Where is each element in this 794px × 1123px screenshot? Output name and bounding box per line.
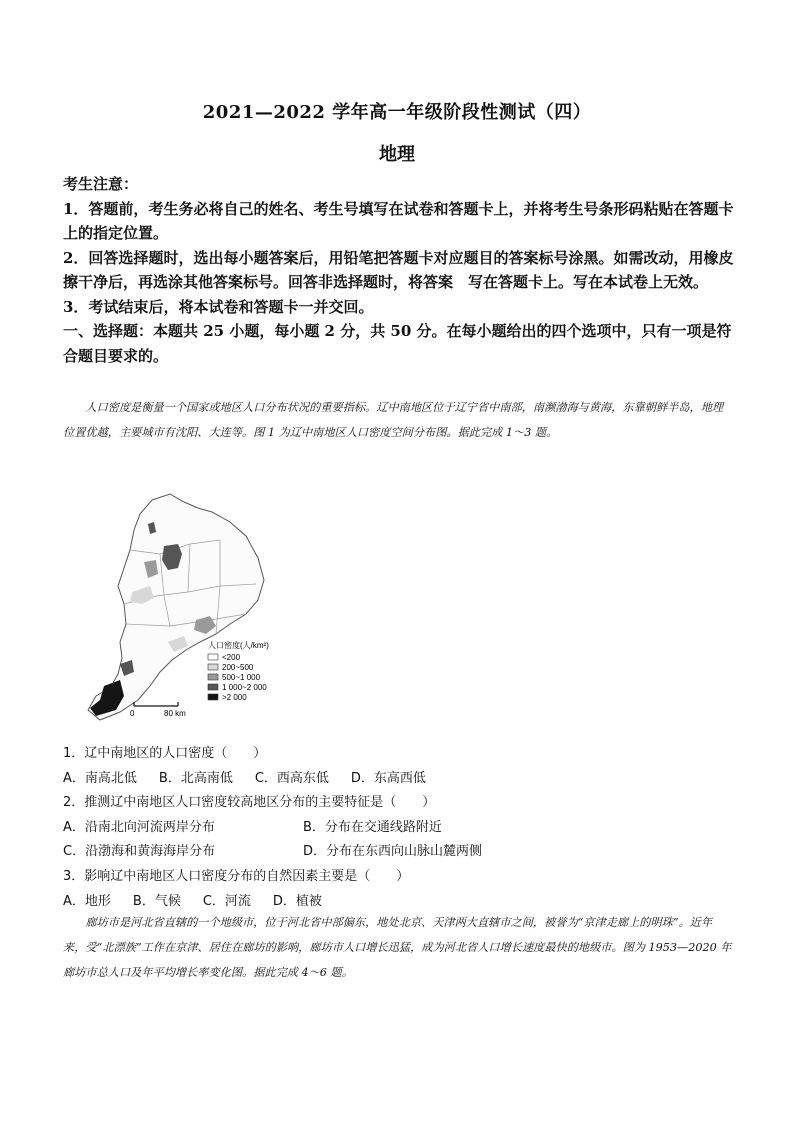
- notice-item: 3．考试结束后，将本试卷和答题卡一并交回。: [63, 297, 374, 316]
- option-a: A．沿南北向河流两岸分布: [63, 819, 215, 835]
- legend-label: 500~1 000: [222, 673, 261, 682]
- question-options: [63, 767, 738, 792]
- option-a: A．南高北低: [63, 770, 137, 786]
- map-legend: [208, 640, 269, 702]
- option-d: D．分布在东西向山脉山麓两侧: [303, 844, 483, 860]
- option-c: C．西高东低: [254, 770, 329, 786]
- subject-title: 地理: [379, 144, 415, 165]
- question-stem: 2．推测辽中南地区人口密度较高地区分布的主要特征是（ ）: [63, 795, 436, 811]
- notice-block: [63, 172, 738, 368]
- option-a: A．地形: [63, 893, 111, 909]
- option-d: D．植被: [272, 893, 322, 909]
- legend-swatch: [208, 674, 218, 680]
- exam-title: 2021—2022 学年高一年级阶段性测试（四）: [202, 102, 592, 123]
- legend-swatch: [208, 654, 218, 660]
- option-d: D．东高西低: [350, 770, 426, 786]
- question-options: [63, 816, 738, 841]
- passage-1: 人口密度是衡量一个国家或地区人口分布状况的重要指标。辽中南地区位于辽宁省中南部，南濒渤海与黄海，东靠朝鲜半岛，地理位置优越，主要城市有沈阳、大连等。图 1 为辽中南地区人口密度空间分布图。据此完成 1～3 题。: [63, 401, 724, 439]
- legend-title: 人口密度(人/km²): [208, 641, 269, 650]
- legend-swatch: [208, 694, 218, 700]
- option-b: B．气候: [132, 893, 181, 909]
- option-b: B．北高南低: [158, 770, 233, 786]
- option-c: C．沿渤海和黄海海岸分布: [63, 844, 216, 860]
- passage-2: 廊坊市是河北省直辖的一个地级市，位于河北省中部偏东，地处北京、天津两大直辖市之间，被誉为“京津走廊上的明珠”。近年来，受“北漂族”工作在京津、居住在廊坊的影响，廊坊市人口增长迅猛，成为河北省人口增长速度最快的地级市。图为 1953—2020 年廊坊市总人口及年平均增长率变化图。据此完成 4～6 题。: [63, 916, 732, 979]
- notice-heading: 考生注意：: [63, 175, 139, 193]
- notice-item: 2．回答选择题时，选出每小题答案后，用铅笔把答题卡对应题目的答案标号涂黑。如需改动，用橡皮擦干净后，再选涂其他答案标号。回答非选择题时，将答案 写在答题卡上。写在本试卷上无效。: [63, 248, 734, 291]
- option-b: B．分布在交通线路附近: [303, 819, 442, 835]
- question-stem: 1．辽中南地区的人口密度（ ）: [63, 746, 267, 761]
- notice-item: 1．答题前，考生务必将自己的姓名、考生号填写在试卷和答题卡上，并将考生号条形码粘贴在答题卡上的指定位置。: [63, 199, 734, 242]
- option-c: C．河流: [202, 893, 251, 909]
- legend-swatch: [208, 664, 218, 670]
- population-density-map: [60, 474, 330, 730]
- legend-label: <200: [222, 653, 241, 662]
- section-heading: 一、选择题：本题共 25 小题，每小题 2 分，共 50 分。在每小题给出的四个选项中，只有一项是符合题目要求的。: [63, 322, 732, 365]
- question-stem: 3．影响辽中南地区人口密度分布的自然因素主要是（ ）: [63, 868, 410, 884]
- scale-bar: [130, 702, 186, 718]
- scale-zero: 0: [130, 709, 135, 718]
- legend-label: 200~500: [222, 663, 254, 672]
- legend-swatch: [208, 684, 218, 690]
- question-options: [63, 840, 738, 865]
- scale-label: 80 km: [164, 709, 186, 718]
- questions-block: [63, 742, 738, 914]
- legend-label: 1 000~2 000: [222, 683, 267, 692]
- legend-label: >2 000: [222, 693, 247, 702]
